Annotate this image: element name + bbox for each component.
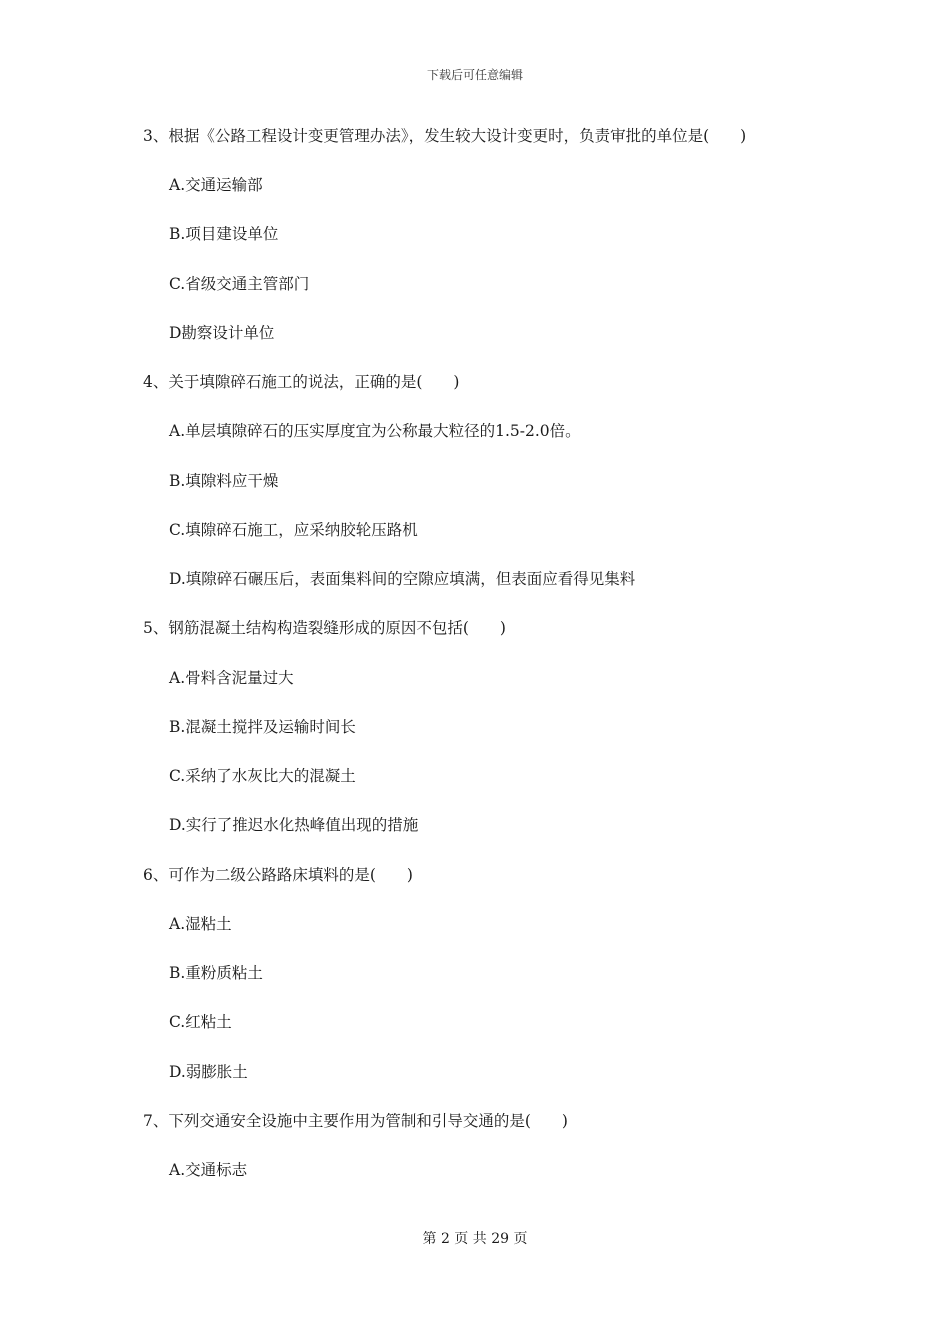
question-4-option-a: A.单层填隙碎石的压实厚度宜为公称最大粒径的1.5-2.0倍。: [169, 422, 581, 440]
question-5-option-c: C.采纳了水灰比大的混凝土: [169, 767, 356, 785]
question-6-option-a: A.湿粘土: [169, 915, 232, 933]
page-header: 下载后可任意编辑: [426, 68, 523, 82]
question-3-option-b: B.项目建设单位: [169, 225, 279, 243]
page-footer: 第 2 页 共 29 页: [422, 1231, 528, 1247]
question-7-option-a: A.交通标志: [169, 1161, 248, 1179]
question-3-stem: 3、根据《公路工程设计变更管理办法》，发生较大设计变更时，负责审批的单位是( ): [143, 127, 747, 145]
question-5-option-d: D.实行了推迟水化热峰值出现的措施: [169, 816, 419, 834]
question-6-option-c: C.红粘土: [169, 1013, 232, 1031]
question-5-stem: 5、钢筋混凝土结构构造裂缝形成的原因不包括( ): [143, 619, 506, 637]
question-4-option-d: D.填隙碎石碾压后，表面集料间的空隙应填满，但表面应看得见集料: [169, 570, 636, 588]
question-3-option-c: C.省级交通主管部门: [169, 275, 310, 293]
question-4-stem: 4、关于填隙碎石施工的说法，正确的是( ): [143, 373, 460, 391]
question-4-option-c: C.填隙碎石施工，应采纳胶轮压路机: [169, 521, 418, 539]
question-4-option-b: B.填隙料应干燥: [169, 472, 279, 490]
question-6-option-b: B.重粉质粘土: [169, 964, 263, 982]
question-6-stem: 6、可作为二级公路路床填料的是( ): [143, 866, 413, 884]
question-3-option-a: A.交通运输部: [169, 176, 263, 194]
question-3-option-d: D勘察设计单位: [169, 324, 275, 342]
question-7-stem: 7、下列交通安全设施中主要作用为管制和引导交通的是( ): [143, 1112, 568, 1130]
question-5-option-b: B.混凝土搅拌及运输时间长: [169, 718, 356, 736]
question-5-option-a: A.骨料含泥量过大: [169, 669, 294, 687]
question-6-option-d: D.弱膨胀土: [169, 1063, 248, 1081]
